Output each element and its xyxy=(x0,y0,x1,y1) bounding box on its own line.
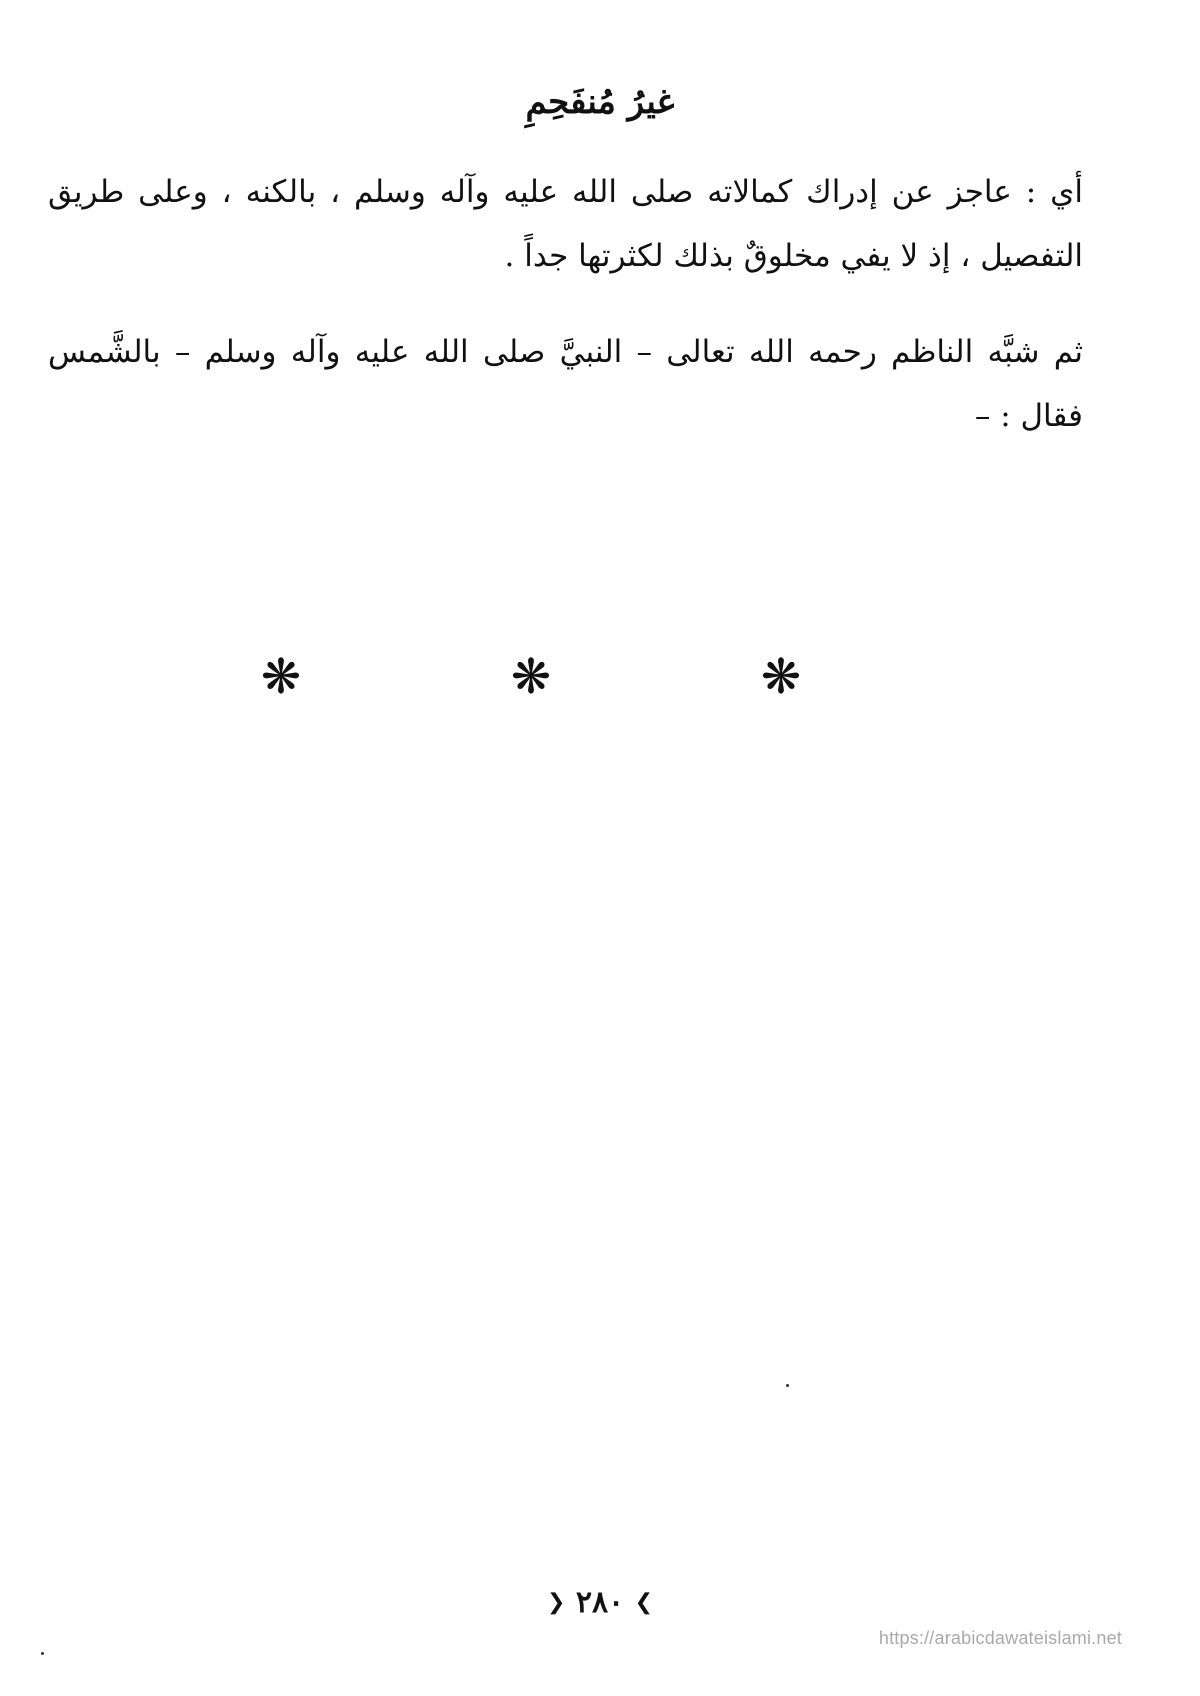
page-heading: غيرُ مُنفَحِمِ xyxy=(525,82,675,122)
page-number xyxy=(0,1585,1200,1620)
asterisk-ornament-icon: ❋ xyxy=(510,649,552,705)
asterisk-ornament-icon: ❋ xyxy=(760,649,802,705)
page-number-bracket-left-icon: ❮ xyxy=(546,1590,566,1615)
page-number-value: ٢٨٠ xyxy=(575,1585,625,1620)
watermark-url: https://arabicdawateislami.net xyxy=(878,1628,1122,1648)
scan-speck xyxy=(41,1652,44,1655)
scan-speck xyxy=(786,1384,789,1387)
paragraph-1: أي : عاجز عن إدراك كمالاته صلى الله عليه وآله وسلم ، بالكنه ، وعلى طريق التفصيل ، إذ لا يفي مخلوقٌ بذلك لكثرتها جداً . xyxy=(48,174,1084,274)
section-separator xyxy=(0,649,1200,712)
paragraph-2: ثم شبَّه الناظم رحمه الله تعالى – النبيَّ صلى الله عليه وآله وسلم – بالشَّمس فقال : – xyxy=(48,334,1083,434)
asterisk-ornament-icon: ❋ xyxy=(260,649,302,705)
page-number-bracket-right-icon: ❯ xyxy=(634,1590,654,1615)
